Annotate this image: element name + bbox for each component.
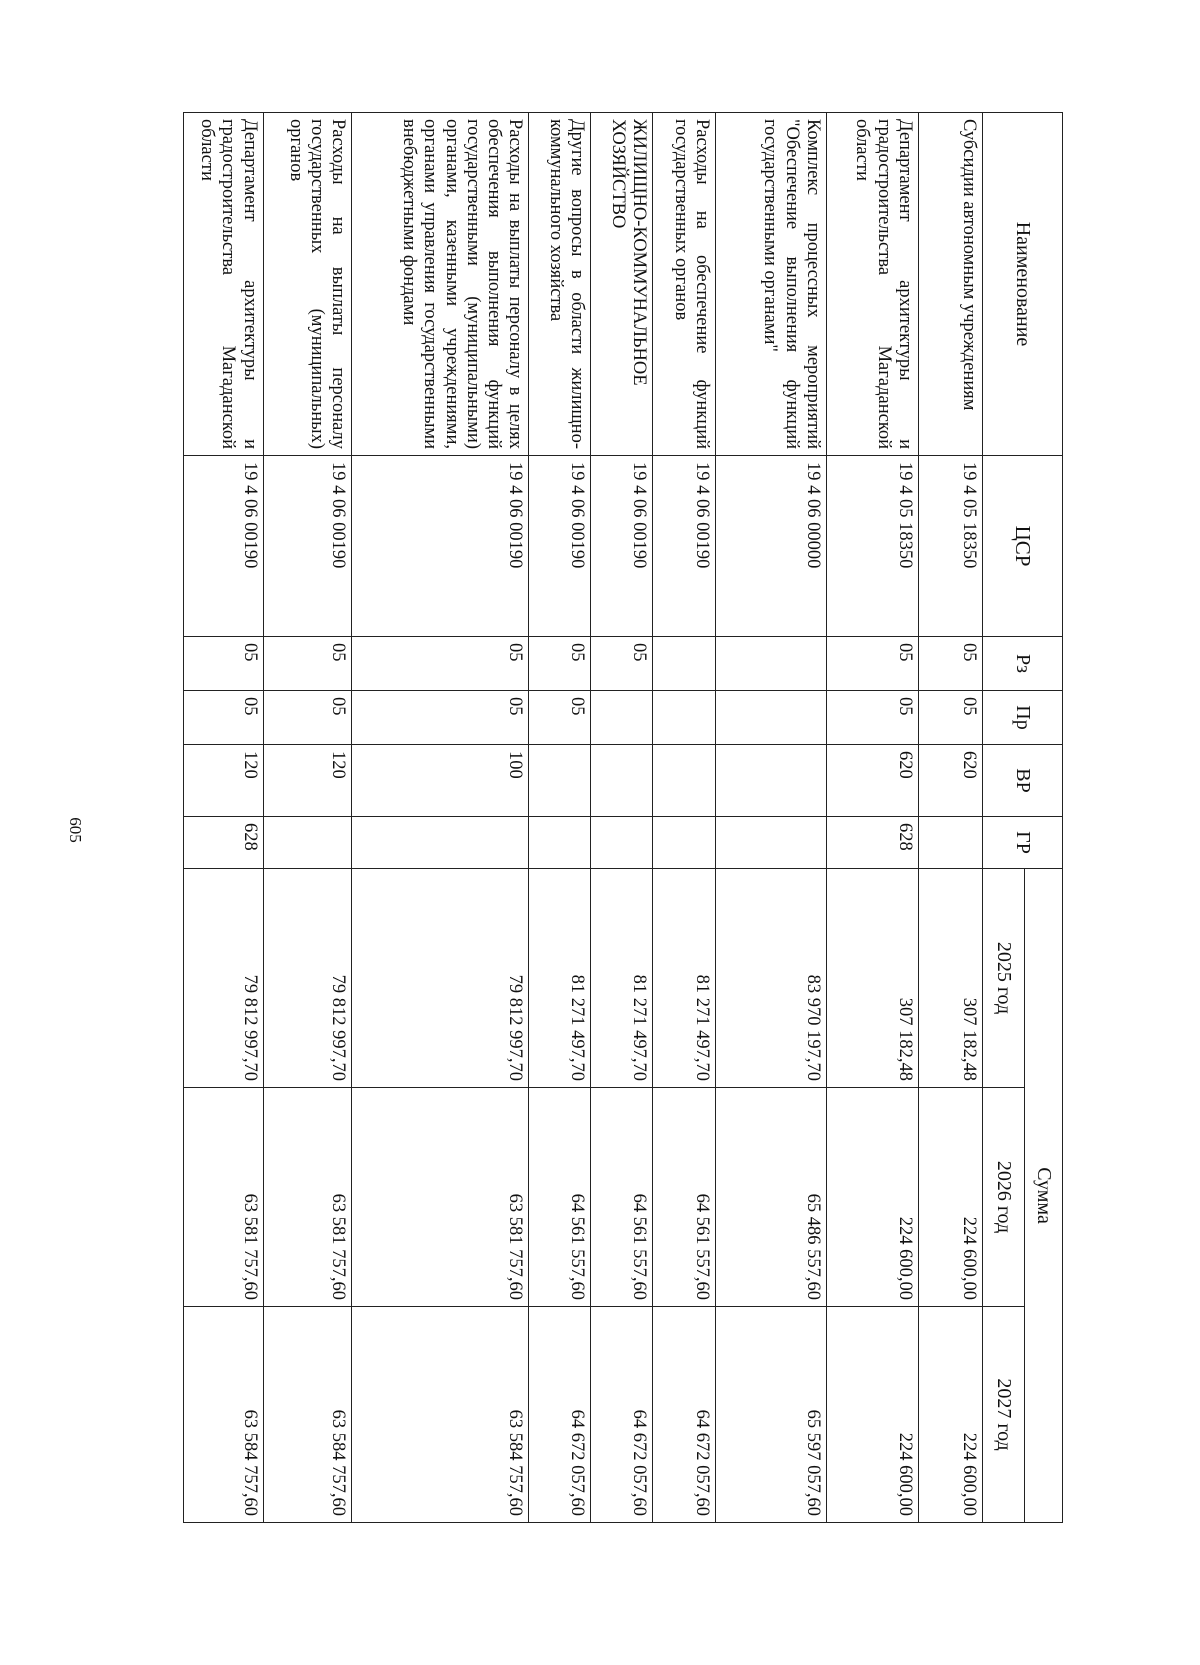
row-sum-2026-cell: 63 581 757,60 <box>263 1088 352 1307</box>
row-name-cell: Расходы на обеспечение функций государственных органов <box>653 113 716 456</box>
row-vr-cell <box>591 745 653 817</box>
row-sum-2025-cell: 307 182,48 <box>918 869 982 1088</box>
row-rz-cell: 05 <box>918 637 982 691</box>
row-name-cell: Субсидии автономным учреждениям <box>918 113 982 456</box>
row-rz-cell: 05 <box>184 637 264 691</box>
row-rz-cell: 05 <box>263 637 352 691</box>
row-vr-cell <box>529 745 591 817</box>
row-gr-cell <box>352 817 529 869</box>
row-rz-cell: 05 <box>826 637 918 691</box>
row-sum-2026-cell: 64 561 557,60 <box>653 1088 716 1307</box>
page-number: 605 <box>65 817 85 843</box>
row-gr-cell <box>263 817 352 869</box>
row-pr-cell: 05 <box>918 691 982 745</box>
row-csr-cell: 19 4 06 00190 <box>184 456 264 637</box>
row-name-cell: Комплекс процессных мероприятий "Обеспечение выполнения функций государственными органами" <box>716 113 827 456</box>
row-vr-cell: 620 <box>826 745 918 817</box>
row-sum-2025-cell: 81 271 497,70 <box>653 869 716 1088</box>
row-gr-cell <box>653 817 716 869</box>
row-sum-2025-cell: 83 970 197,70 <box>716 869 827 1088</box>
row-name-cell: Департамент архитектуры и градостроительства Магаданской области <box>184 113 264 456</box>
row-vr-cell <box>716 745 827 817</box>
header-vr: ВР <box>983 745 1063 817</box>
row-csr-cell: 19 4 06 00190 <box>653 456 716 637</box>
row-sum-2026-cell: 224 600,00 <box>918 1088 982 1307</box>
row-sum-2027-cell: 63 584 757,60 <box>352 1307 529 1523</box>
row-sum-2025-cell: 81 271 497,70 <box>591 869 653 1088</box>
row-gr-cell <box>529 817 591 869</box>
row-gr-cell <box>591 817 653 869</box>
row-sum-2027-cell: 64 672 057,60 <box>591 1307 653 1523</box>
table-row <box>591 113 653 1523</box>
budget-table <box>183 112 1063 1523</box>
row-sum-2025-cell: 307 182,48 <box>826 869 918 1088</box>
row-csr-cell: 19 4 06 00000 <box>716 456 827 637</box>
row-rz-cell <box>716 637 827 691</box>
table-body <box>184 113 983 1523</box>
row-sum-2027-cell: 63 584 757,60 <box>263 1307 352 1523</box>
header-gr: ГР <box>983 817 1063 869</box>
row-pr-cell: 05 <box>263 691 352 745</box>
row-rz-cell: 05 <box>352 637 529 691</box>
row-sum-2027-cell: 64 672 057,60 <box>653 1307 716 1523</box>
header-sum: Сумма <box>1025 869 1063 1523</box>
table-row <box>716 113 827 1523</box>
row-gr-cell: 628 <box>184 817 264 869</box>
row-csr-cell: 19 4 05 18350 <box>826 456 918 637</box>
row-sum-2026-cell: 64 561 557,60 <box>591 1088 653 1307</box>
row-pr-cell: 05 <box>352 691 529 745</box>
row-name-cell: Департамент архитектуры и градостроительства Магаданской области <box>826 113 918 456</box>
header-pr: Пр <box>983 691 1063 745</box>
row-sum-2026-cell: 63 581 757,60 <box>352 1088 529 1307</box>
row-rz-cell <box>653 637 716 691</box>
table-row <box>918 113 982 1523</box>
row-sum-2026-cell: 224 600,00 <box>826 1088 918 1307</box>
header-name: Наименование <box>983 113 1063 456</box>
row-sum-2026-cell: 63 581 757,60 <box>184 1088 264 1307</box>
header-year-2027: 2027 год <box>983 1307 1025 1523</box>
header-year-2025: 2025 год <box>983 869 1025 1088</box>
row-sum-2027-cell: 64 672 057,60 <box>529 1307 591 1523</box>
table-row <box>184 113 264 1523</box>
row-pr-cell <box>591 691 653 745</box>
row-gr-cell <box>716 817 827 869</box>
table-row <box>826 113 918 1523</box>
row-sum-2027-cell: 224 600,00 <box>826 1307 918 1523</box>
row-sum-2025-cell: 81 271 497,70 <box>529 869 591 1088</box>
row-gr-cell <box>918 817 982 869</box>
rotated-page-content <box>183 112 1063 1522</box>
row-vr-cell <box>653 745 716 817</box>
row-csr-cell: 19 4 06 00190 <box>352 456 529 637</box>
row-name-cell: Другие вопросы в области жилищно-коммунального хозяйства <box>529 113 591 456</box>
row-sum-2025-cell: 79 812 997,70 <box>184 869 264 1088</box>
row-rz-cell: 05 <box>529 637 591 691</box>
row-pr-cell <box>716 691 827 745</box>
row-sum-2027-cell: 65 597 057,60 <box>716 1307 827 1523</box>
row-vr-cell: 620 <box>918 745 982 817</box>
row-name-cell: ЖИЛИЩНО-КОММУНАЛЬНОЕ ХОЗЯЙСТВО <box>591 113 653 456</box>
row-name-cell: Расходы на выплаты персоналу в целях обеспечения выполнения функций государственными (муниципальными) органами, казенными учреждениями, органами управления государственными внебюджетными фондами <box>352 113 529 456</box>
row-pr-cell: 05 <box>826 691 918 745</box>
header-csr: ЦСР <box>983 456 1063 637</box>
table-row <box>352 113 529 1523</box>
row-sum-2027-cell: 224 600,00 <box>918 1307 982 1523</box>
row-csr-cell: 19 4 06 00190 <box>591 456 653 637</box>
row-sum-2026-cell: 65 486 557,60 <box>716 1088 827 1307</box>
row-pr-cell <box>653 691 716 745</box>
header-rz: Рз <box>983 637 1063 691</box>
row-vr-cell: 120 <box>263 745 352 817</box>
table-row <box>653 113 716 1523</box>
row-vr-cell: 120 <box>184 745 264 817</box>
row-sum-2027-cell: 63 584 757,60 <box>184 1307 264 1523</box>
row-pr-cell: 05 <box>184 691 264 745</box>
row-sum-2026-cell: 64 561 557,60 <box>529 1088 591 1307</box>
table-row <box>529 113 591 1523</box>
row-csr-cell: 19 4 06 00190 <box>529 456 591 637</box>
row-sum-2025-cell: 79 812 997,70 <box>352 869 529 1088</box>
row-csr-cell: 19 4 05 18350 <box>918 456 982 637</box>
row-name-cell: Расходы на выплаты персоналу государственных (муниципальных) органов <box>263 113 352 456</box>
row-csr-cell: 19 4 06 00190 <box>263 456 352 637</box>
row-pr-cell: 05 <box>529 691 591 745</box>
row-sum-2025-cell: 79 812 997,70 <box>263 869 352 1088</box>
row-gr-cell: 628 <box>826 817 918 869</box>
header-year-2026: 2026 год <box>983 1088 1025 1307</box>
table-row <box>263 113 352 1523</box>
row-vr-cell: 100 <box>352 745 529 817</box>
row-rz-cell: 05 <box>591 637 653 691</box>
